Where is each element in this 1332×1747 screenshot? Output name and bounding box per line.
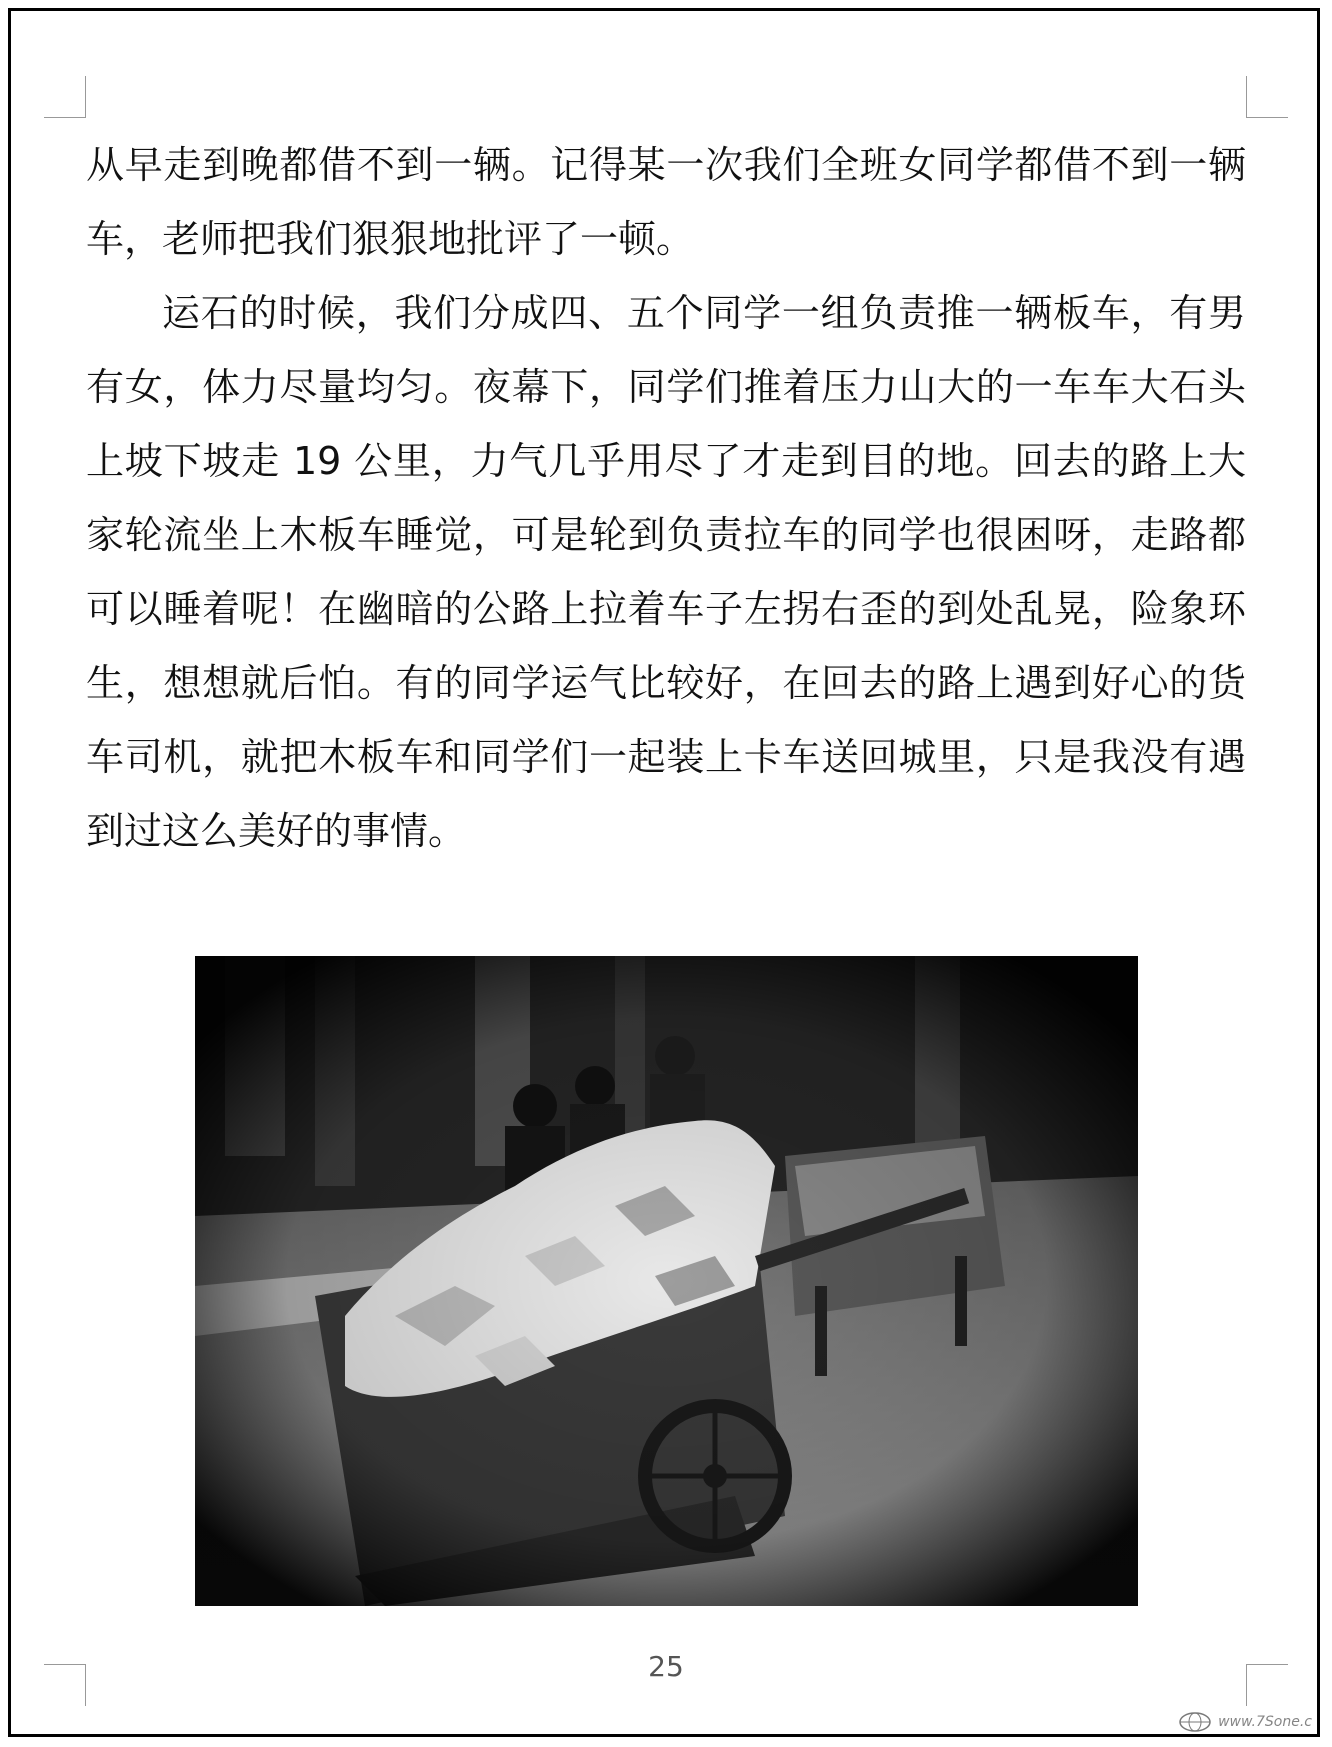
stone-carts-photo bbox=[195, 956, 1138, 1606]
watermark bbox=[1178, 1711, 1312, 1733]
stone-carts-photo-illustration bbox=[195, 956, 1138, 1606]
crop-mark-top-left bbox=[44, 76, 86, 118]
paragraph-1: 从早走到晚都借不到一辆。记得某一次我们全班女同学都借不到一辆车，老师把我们狠狠地批评了一顿。 bbox=[86, 143, 1246, 261]
crop-mark-top-right bbox=[1246, 76, 1288, 118]
body-text bbox=[86, 128, 1246, 868]
watermark-text: www.7Sone.c bbox=[1218, 1714, 1312, 1730]
paragraph-2: 运石的时候，我们分成四、五个同学一组负责推一辆板车，有男有女，体力尽量均匀。夜幕下，同学们推着压力山大的一车车大石头上坡下坡走 19 公里，力气几乎用尽了才走到目的地。回去的路上大家轮流坐上木板车睡觉，可是轮到负责拉车的同学也很困呀，走路都可以睡着呢！在幽暗的公路上拉着车子左拐右歪的到处乱晃，险象环生，想想就后怕。有的同学运气比较好，在回去的路上遇到好心的货车司机，就把木板车和同学们一起装上卡车送回城里，只是我没有遇到过这么美好的事情。 bbox=[86, 291, 1246, 853]
globe-logo-icon bbox=[1178, 1711, 1212, 1733]
page-number: 25 bbox=[648, 1650, 684, 1683]
